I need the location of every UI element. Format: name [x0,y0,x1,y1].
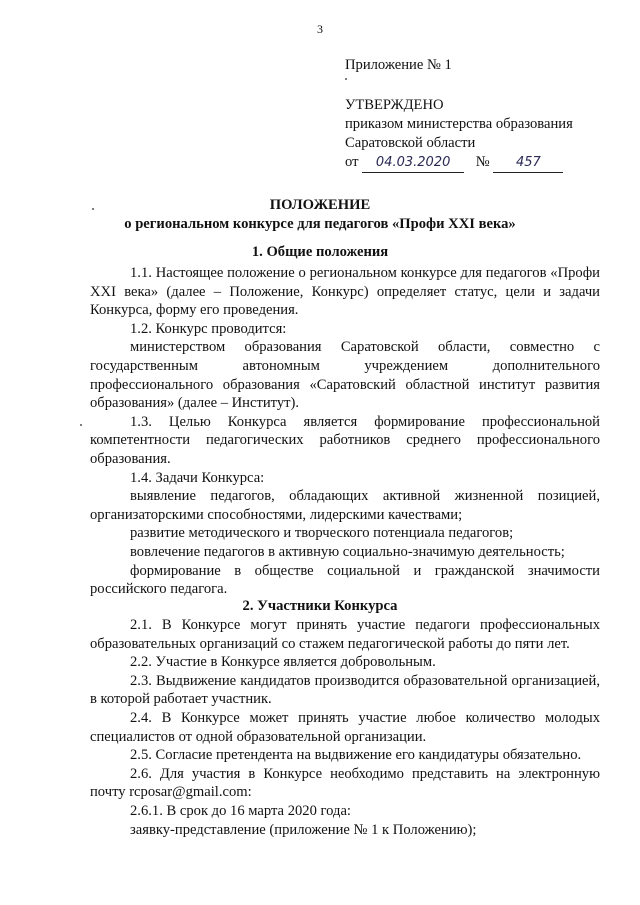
task-1: выявление педагогов, обладающих активной жизненной позицией, организаторскими способностями, лидерскими качествами; [90,488,600,523]
paragraph-1-2: 1.2. Конкурс проводится: [130,320,287,337]
handwritten-date: 04.03.2020 [362,153,464,173]
scan-speck [92,208,94,210]
task-4: формирование в обществе социальной и гражданской значимости российского педагога. [90,562,600,598]
approval-block [345,56,615,173]
paragraph-2-3: 2.3. Выдвижение кандидатов производится образовательной организацией, в которой работает участник. [90,672,600,708]
scan-speck [80,424,82,426]
paragraph-2-5: 2.5. Согласие претендента на выдвижение его кандидатуры обязательно. [130,747,582,764]
section-2-body [90,616,600,839]
paragraph-2-6: 2.6. Для участия в Конкурсе необходимо представить на электронную почту rcposar@gmail.com: [90,765,600,801]
task-2: развитие методического и творческого потенциала педагогов; [130,525,514,542]
approval-line-1: приказом министерства образования [345,116,573,132]
scan-speck [345,78,347,80]
paragraph-2-1: 2.1. В Конкурсе могут принять участие педагоги профессиональных образовательных организаций со стажем педагогической работы до пяти лет. [90,617,600,652]
paragraph-2-2: 2.2. Участие в Конкурсе является добровольным. [130,654,436,671]
document-title [0,196,640,234]
title-heading: ПОЛОЖЕНИЕ [269,197,371,213]
task-3: вовлечение педагогов в активную социально-значимую деятельность; [130,543,565,560]
title-subheading: о региональном конкурсе для педагогов «Профи XXI века» [124,216,516,232]
paragraph-1-4: 1.4. Задачи Конкурса: [130,469,265,486]
from-label: от [345,154,359,170]
section-1-heading: 1. Общие положения [251,244,389,260]
paragraph-2-4: 2.4. В Конкурсе может принять участие любое количество молодых специалистов от одной образовательной организации. [90,709,600,745]
section-1-body [90,264,600,599]
approval-line-2: Саратовской области [345,135,476,151]
paragraph-2-6-1-item: заявку-представление (приложение № 1 к Положению); [130,821,477,838]
handwritten-number: 457 [493,153,563,173]
number-label: № [475,154,490,170]
paragraph-1-2-text: министерством образования Саратовской области, совместно с государственным автономным учреждением дополнительного профессионального образования «Саратовский областной институт развития образования» (далее – Институт). [90,339,600,412]
page-number: 3 [317,22,323,36]
paragraph-2-6-1: 2.6.1. В срок до 16 марта 2020 года: [130,802,351,819]
section-2-heading: 2. Участники Конкурса [242,598,398,614]
appendix-label: Приложение № 1 [345,57,452,73]
order-date-number [345,153,615,173]
paragraph-1-3: 1.3. Целью Конкурса является формирование профессиональной компетентности педагогических работников среднего профессионального образования. [90,413,600,467]
paragraph-1-1: 1.1. Настоящее положение о региональном конкурсе для педагогов «Профи XXI века» (далее – Положение, Конкурс) определяет статус, цели и задачи Конкурса, форму его проведения. [90,265,600,319]
approved-stamp: УТВЕРЖДЕНО [345,97,444,113]
